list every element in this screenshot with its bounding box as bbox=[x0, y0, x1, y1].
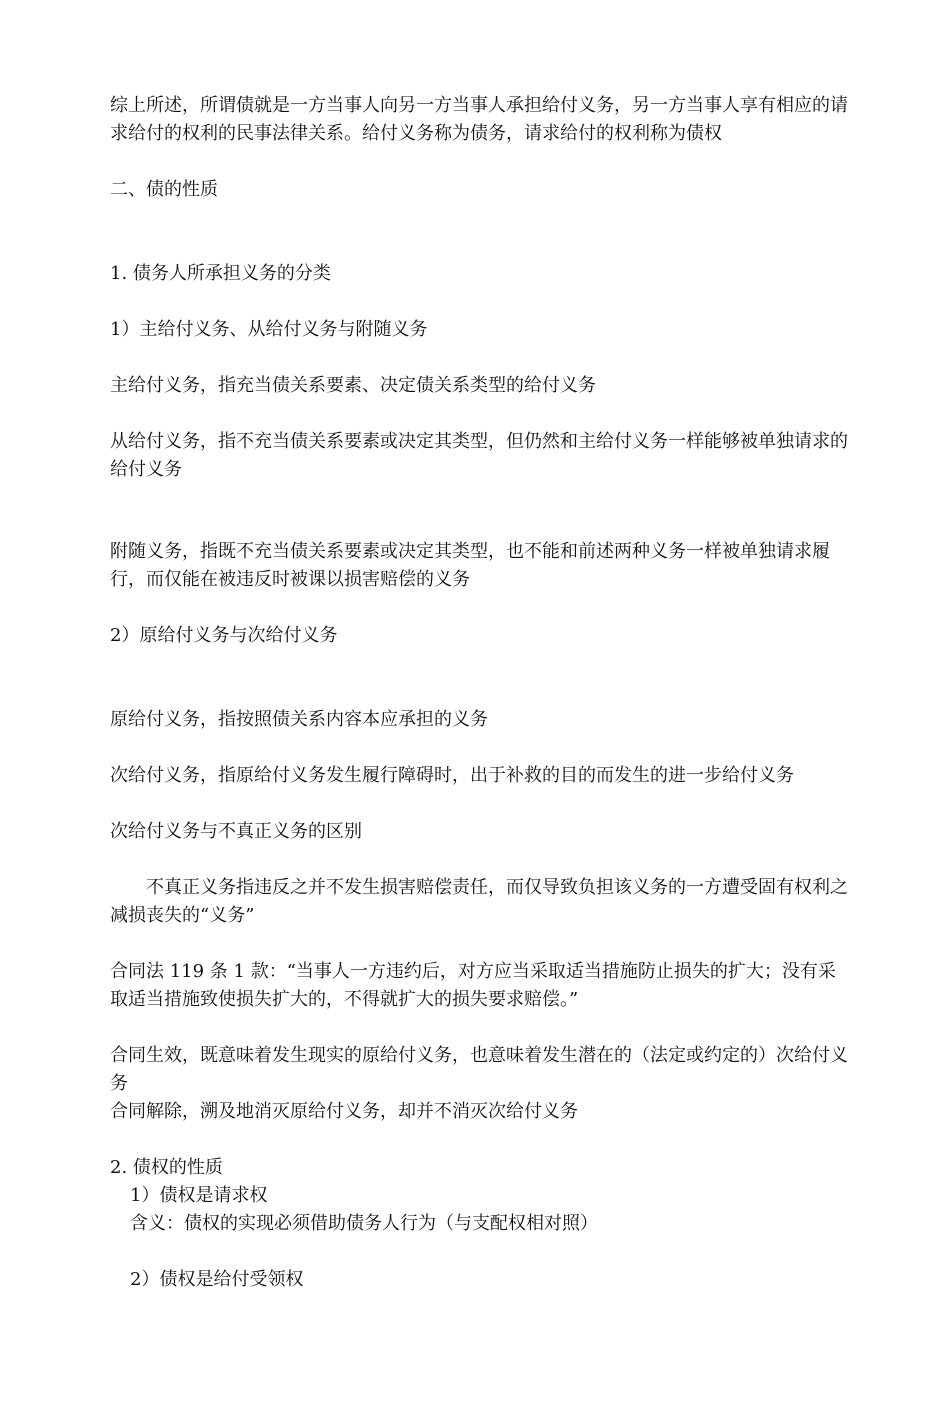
paragraph-contract-rescission: 合同解除，溯及地消灭原给付义务，却并不消灭次给付义务 bbox=[110, 1101, 578, 1122]
item-claim-is-request-right: 1）债权是请求权 bbox=[130, 1185, 268, 1206]
item-claim-is-receipt-right: 2）债权是给付受领权 bbox=[130, 1269, 304, 1290]
paragraph-ancillary-obligation: 附随义务，指既不充当债关系要素或决定其类型，也不能和前述两种义务一样被单独请求履行，而仅能在被违反时被课以损害赔偿的义务 bbox=[110, 541, 830, 590]
paragraph-original-obligation: 原给付义务，指按照债关系内容本应承担的义务 bbox=[110, 709, 488, 730]
section-heading-nature-of-debt: 二、债的性质 bbox=[110, 179, 218, 200]
item-heading-main-obligation: 1）主给付义务、从给付义务与附随义务 bbox=[110, 319, 428, 340]
paragraph-secondary-obligation: 从给付义务，指不充当债关系要素或决定其类型，但仍然和主给付义务一样能够被单独请求的给付义务 bbox=[110, 431, 848, 480]
paragraph-summary: 综上所述，所谓债就是一方当事人向另一方当事人承担给付义务，另一方当事人享有相应的请求给付的权利的民事法律关系。给付义务称为债务，请求给付的权利称为债权 bbox=[110, 95, 848, 144]
subsection-heading-obligation-classification: 1. 债务人所承担义务的分类 bbox=[110, 263, 331, 284]
item-heading-original-obligation: 2）原给付义务与次给付义务 bbox=[110, 625, 338, 646]
paragraph-subsequent-obligation: 次给付义务，指原给付义务发生履行障碍时，出于补救的目的而发生的进一步给付义务 bbox=[110, 765, 794, 786]
paragraph-improper-obligation: 不真正义务指违反之并不发生损害赔偿责任，而仅导致负担该义务的一方遭受固有权利之减损丧失的“义务” bbox=[110, 877, 848, 926]
paragraph-claim-meaning: 含义：债权的实现必须借助债务人行为（与支配权相对照） bbox=[130, 1213, 598, 1234]
subsection-heading-nature-of-claim: 2. 债权的性质 bbox=[110, 1157, 223, 1178]
paragraph-difference-heading: 次给付义务与不真正义务的区别 bbox=[110, 821, 362, 842]
paragraph-contract-effect: 合同生效，既意味着发生现实的原给付义务，也意味着发生潜在的（法定或约定的）次给付义务 bbox=[110, 1045, 848, 1094]
paragraph-contract-law-119: 合同法 119 条 1 款：“当事人一方违约后，对方应当采取适当措施防止损失的扩大；没有采取适当措施致使损失扩大的，不得就扩大的损失要求赔偿。” bbox=[110, 961, 836, 1010]
paragraph-main-obligation: 主给付义务，指充当债关系要素、决定债关系类型的给付义务 bbox=[110, 375, 596, 396]
